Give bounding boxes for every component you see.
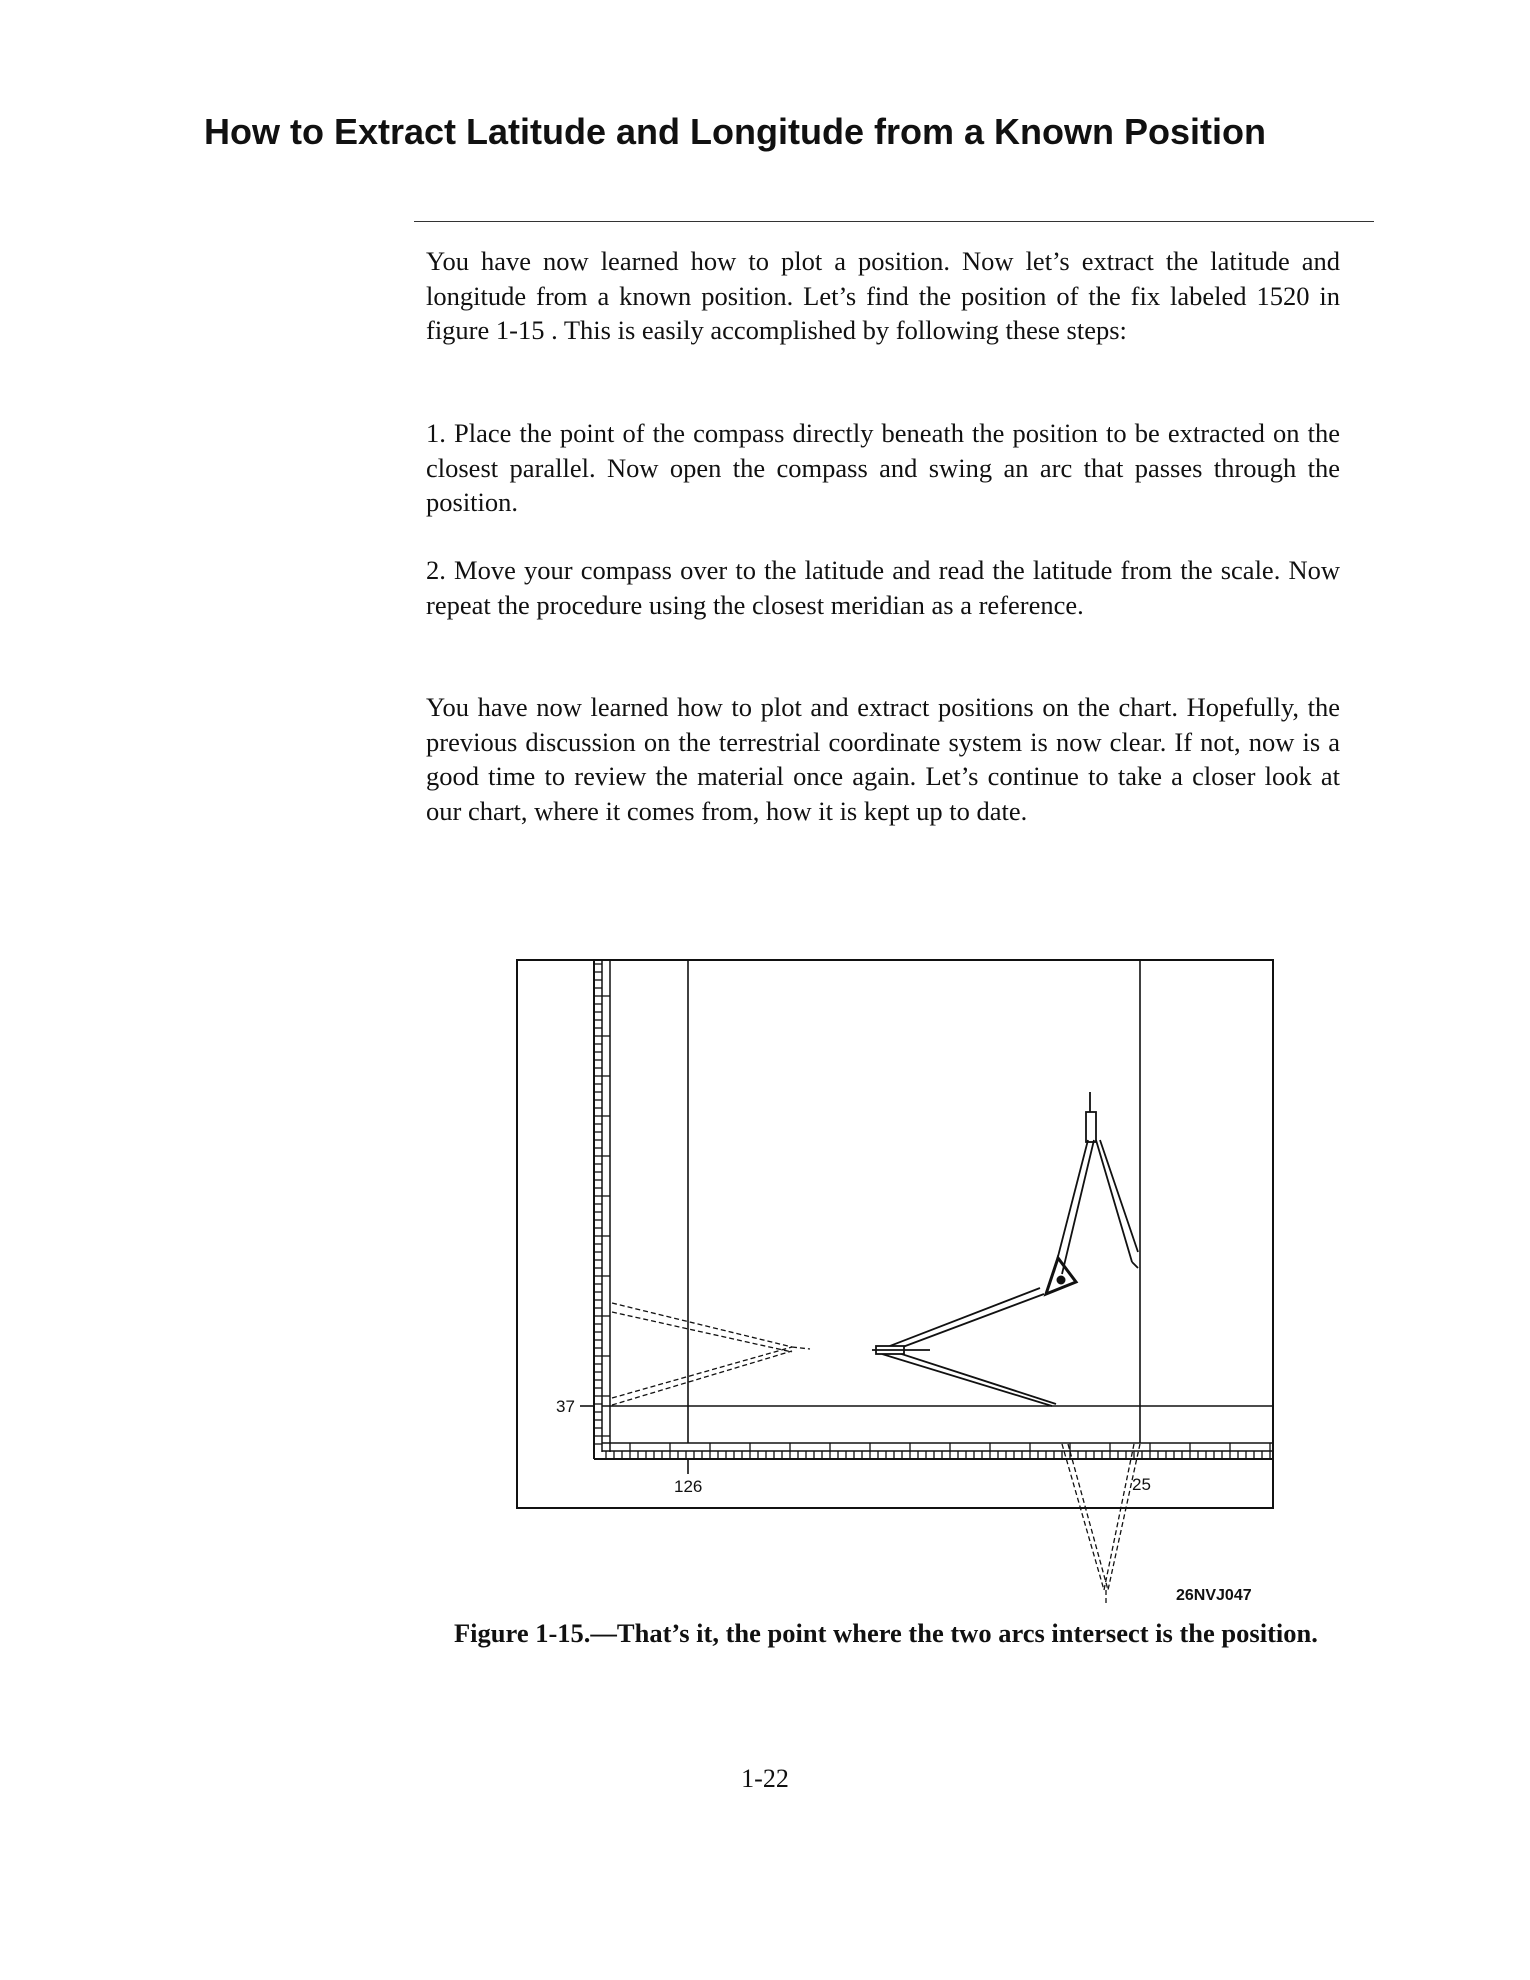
chart-diagram — [510, 950, 1280, 1610]
longitude-label-125: 25 — [1132, 1475, 1151, 1494]
longitude-label-126: 126 — [674, 1477, 703, 1496]
fix-triangle — [1046, 1258, 1076, 1294]
solid-compass — [872, 1288, 1056, 1406]
dashed-compass-longitude — [1062, 1444, 1140, 1606]
figure-1-15 — [510, 950, 1280, 1610]
chart-frame — [517, 960, 1273, 1508]
latitude-scale — [594, 960, 610, 1459]
closing-paragraph: You have now learned how to plot and extract positions on the chart. Hopefully, the previous discussion on the terrestrial coordinate system is now clear. If not, now is a good time to review the material once again. Let’s continue to take a closer look at our chart, where it comes from, how it is kept up to date. — [426, 692, 1340, 826]
upright-compass — [1054, 1092, 1138, 1274]
longitude-scale — [594, 1443, 1273, 1459]
step-2-paragraph: 2. Move your compass over to the latitude and read the latitude from the scale. Now repeat the procedure using the closest meridian as a reference. — [426, 555, 1340, 620]
figure-caption: Figure 1-15.—That’s it, the point where the two arcs intersect is the position. — [454, 1618, 1318, 1648]
dashed-compass-latitude — [612, 1303, 810, 1405]
page-title: How to Extract Latitude and Longitude from a Known Position — [204, 111, 1266, 152]
section-divider — [414, 221, 1374, 222]
latitude-label-37: 37 — [556, 1397, 575, 1416]
step-1-paragraph: 1. Place the point of the compass directly beneath the position to be extracted on the closest parallel. Now open the compass and swing an arc that passes through the position. — [426, 418, 1340, 517]
figure-code: 26NVJ047 — [1176, 1587, 1252, 1604]
page-number: 1-22 — [741, 1764, 789, 1793]
intro-paragraph: You have now learned how to plot a position. Now let’s extract the latitude and longitude from a known position. Let’s find the position of the fix labeled 1520 in figure 1-15 . This is easily accomplished by following these steps: — [426, 246, 1340, 345]
